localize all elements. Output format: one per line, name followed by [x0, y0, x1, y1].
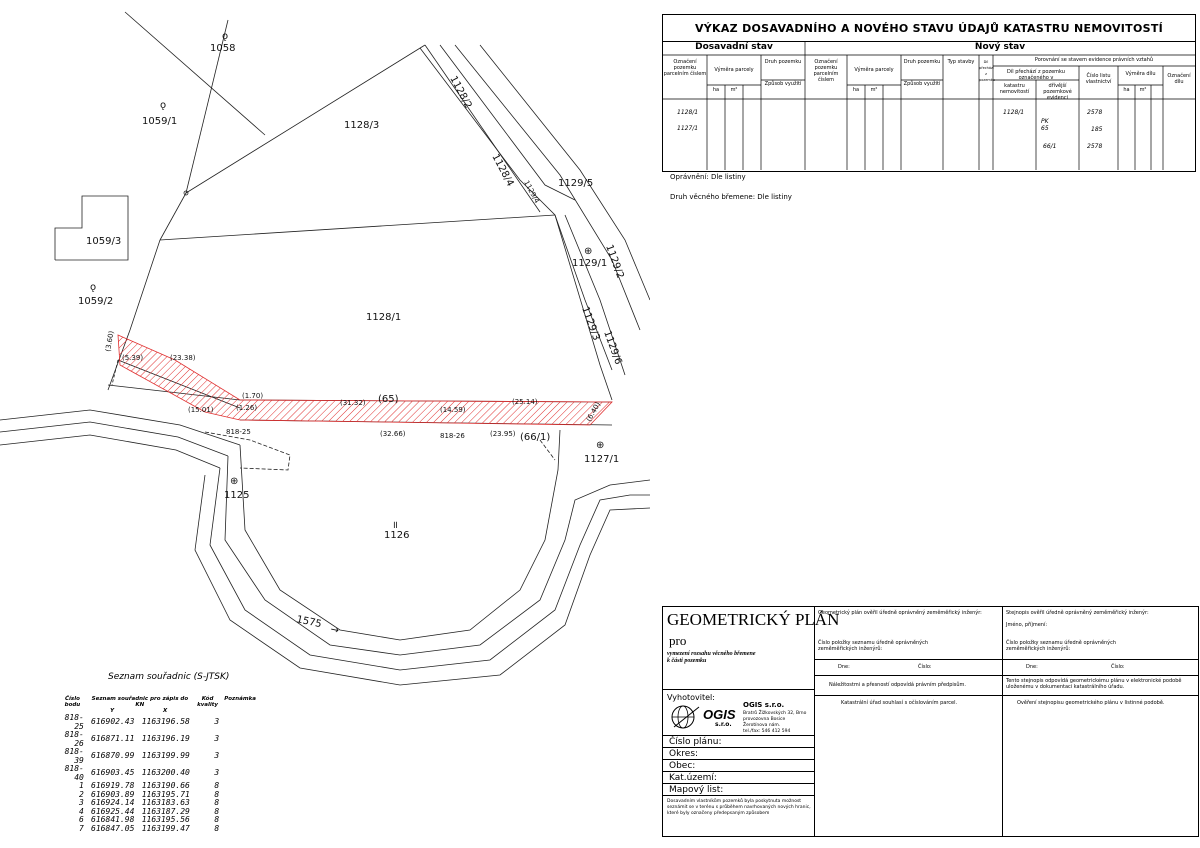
- svg-text:1058: 1058: [210, 43, 236, 54]
- ogis-logo: OGIS: [703, 707, 736, 722]
- col-vymera: Výměra parcely: [714, 67, 754, 73]
- coord-x: 1163196.58: [141, 717, 190, 727]
- poznamka-cell: [222, 765, 258, 782]
- coord-x: 1163190.66: [141, 781, 190, 790]
- svg-text:⊕: ⊕: [596, 440, 605, 451]
- svg-text:1128/1: 1128/1: [366, 312, 402, 323]
- row-novy-lv2: 185: [1091, 126, 1103, 133]
- measurement: (25.14): [512, 398, 538, 406]
- row-novy-katastr: 1128/1: [1003, 109, 1025, 116]
- measurement: (6.40): [584, 400, 603, 423]
- col-header-y: Y: [110, 708, 115, 714]
- col-header-poznamka: Poznámka: [224, 696, 256, 702]
- col-dil-oznaceni: Díl přechází z pozemku označeného v: [1007, 69, 1065, 81]
- svg-text:ǫ: ǫ: [222, 31, 229, 42]
- poznamka-cell: [222, 816, 258, 825]
- col-druh: Druh pozemku: [764, 59, 802, 65]
- cadastral-map: [0, 0, 650, 690]
- dne-label-1: Dne:: [838, 664, 850, 670]
- measurement: (32.66): [380, 430, 406, 438]
- vyhotovitel-label: Vyhotovitel:: [667, 693, 715, 702]
- parcel-label-1059-1: [142, 100, 177, 127]
- coord-y: 616919.78: [91, 781, 135, 790]
- gp-subtitle: [667, 651, 756, 665]
- coord-y: 616925.44: [91, 806, 135, 816]
- point-label: 818-26: [440, 432, 465, 440]
- parcel-label-1126: [384, 520, 409, 541]
- point-number: 7: [79, 823, 84, 833]
- quality-code: 8: [214, 789, 220, 799]
- col-druh-novy: Druh pozemku: [903, 59, 941, 65]
- col-vymera-novy: Výměra parcely: [854, 67, 894, 73]
- col-zpusob-novy: Způsob využití: [903, 81, 941, 87]
- coord-x: 1163199.99: [141, 751, 190, 761]
- coordinate-row: [58, 714, 258, 731]
- coordinate-row: [58, 825, 258, 834]
- jmeno-label: Jméno, příjmení:: [1006, 622, 1048, 628]
- coord-y: 616924.14: [91, 798, 135, 807]
- gp-title: GEOMETRICKÝ PLÁN: [667, 610, 840, 629]
- svg-text:⊕: ⊕: [230, 476, 239, 487]
- quality-code: 3: [214, 734, 220, 744]
- col-katastru: katastru nemovitostí: [999, 83, 1030, 95]
- poznamka-cell: [222, 799, 258, 808]
- col-porovnani: Porovnání se stavem evidence právních vztahů: [1034, 57, 1154, 63]
- svg-text:→: →: [329, 624, 340, 637]
- col-ha: ha: [1123, 87, 1130, 93]
- coord-y: 616871.11: [91, 734, 135, 744]
- svg-text:1127/1: 1127/1: [584, 454, 620, 465]
- nalezitosti-text: Náležitostmi a přesností odpovídá právním předpisům.: [829, 682, 967, 688]
- parcel-label-1128-1: [366, 312, 401, 323]
- quality-code: 3: [214, 751, 220, 761]
- parcel-label-1575: [295, 614, 339, 637]
- col-ha: ha: [852, 87, 860, 93]
- row-novy-lv1: 2578: [1087, 109, 1103, 116]
- cislo-polozky-2: Číslo položky seznamu úředně oprávněných zeměměřických inženýrů:: [1006, 640, 1117, 652]
- overeni-text: Ověření stejnopisu geometrického plánu v listinné podobě.: [1017, 700, 1165, 706]
- svg-text:1059/1: 1059/1: [142, 116, 178, 127]
- company-address-line1: Bratrů Žižkovských 32, Brno: [743, 711, 807, 716]
- poznamka-cell: [222, 808, 258, 817]
- cislo-label-1: Číslo:: [918, 664, 932, 670]
- druh-bremene-note: Druh věcného břemene: Dle listiny: [670, 193, 792, 201]
- cislo-label-2: Číslo:: [1111, 664, 1125, 670]
- company-address-line2: provozovna Bosice: [743, 717, 786, 722]
- col-oznaceni-novy: Označení pozemku parcelním číslem: [813, 59, 839, 83]
- parcel-label-1059-2: [78, 282, 113, 307]
- parcel-label-1058: [210, 31, 235, 54]
- company-address-line3: Žerotínova nám.: [743, 723, 781, 728]
- svg-text:1059/3: 1059/3: [86, 236, 122, 247]
- svg-text:1129/5: 1129/5: [558, 178, 594, 189]
- coord-y: 616903.89: [91, 789, 135, 799]
- coord-y: 616903.45: [91, 768, 135, 778]
- coord-x: 1163183.63: [141, 798, 190, 807]
- measurement: (31.32): [340, 399, 366, 407]
- quality-code: 3: [214, 717, 220, 727]
- point-number: 818-25: [64, 713, 84, 731]
- coord-y: 616870.99: [91, 751, 135, 761]
- col-header-x: X: [163, 708, 168, 714]
- quality-code: 8: [214, 823, 220, 833]
- quality-code: 8: [214, 781, 220, 790]
- coord-x: 1163196.19: [141, 734, 190, 744]
- col-typ: Typ stavby: [947, 59, 975, 65]
- field-okres: Okres:: [669, 749, 699, 759]
- poznamka-cell: [222, 748, 258, 765]
- col-m2: m²: [870, 87, 878, 93]
- col2-header: Stejnopis ověřil úředně oprávněný zeměměřický inženýr:: [1006, 610, 1149, 616]
- col-cislo-listu: Číslo listu vlastnictví: [1085, 73, 1112, 85]
- col-zpusob: Způsob využití: [764, 81, 802, 87]
- poznamka-cell: [222, 731, 258, 748]
- col-oznaceni-dilu: Označení dílu: [1167, 73, 1191, 85]
- svg-text:⊕: ⊕: [584, 246, 593, 257]
- globe-icon: [669, 703, 705, 731]
- svg-text:1128/3: 1128/3: [344, 120, 380, 131]
- measurement: (1.26): [236, 404, 258, 412]
- coord-x: 1163200.40: [141, 768, 190, 778]
- field-cislo-planu: Číslo plánu:: [669, 737, 722, 747]
- row-novy-pk-65: 65: [1041, 125, 1049, 132]
- measurement: (23.95): [490, 430, 516, 438]
- coordinate-table: [58, 696, 258, 833]
- poznamka-cell: [222, 791, 258, 800]
- row-novy-pk: PK: [1041, 118, 1049, 125]
- parcel-label-1129-1: [572, 246, 607, 269]
- coord-y: 616847.05: [91, 823, 135, 833]
- coord-y: 616841.98: [91, 815, 135, 824]
- measurement: (23.38): [170, 354, 196, 362]
- svg-text:ǫ: ǫ: [90, 282, 97, 293]
- poznamka-cell: [222, 714, 258, 731]
- col-vymera-dilu: Výměra dílu: [1125, 71, 1156, 77]
- coordinate-row: [58, 748, 258, 765]
- point-number: 818-26: [64, 730, 84, 748]
- parcel-label-1129-5: [558, 178, 593, 189]
- vykaz-table: [662, 14, 1196, 172]
- col-header-seznam: Seznam souřadnic pro zápis do KN: [91, 696, 189, 708]
- field-kat-uzemi: Kat.území:: [669, 773, 717, 783]
- svg-text:1125: 1125: [224, 490, 250, 501]
- geometricky-plan-titleblock: [662, 606, 1199, 837]
- col-oznaceni: Označení pozemku parcelním číslem: [663, 59, 707, 77]
- point-number: 2: [79, 789, 84, 799]
- shoduje-text: Tento stejnopis odpovídá geometrickému plánu v elektronické podobě uloženému v dokumentaci katastrálního úřadu.: [1006, 678, 1182, 690]
- measurement: (14.59): [440, 406, 466, 414]
- parcel-label-1129-6: 1129/6: [601, 329, 624, 367]
- novy-stav-header: Nový stav: [974, 42, 1026, 52]
- coordinate-list-title: Seznam souřadnic (S-JTSK): [108, 672, 230, 682]
- row-dosavadni-1: 1128/1: [677, 109, 699, 116]
- quality-code: 8: [214, 798, 220, 807]
- parcel-label-1128-3: [344, 120, 379, 131]
- svg-text:ǫ: ǫ: [160, 100, 167, 111]
- svg-text:1575: 1575: [295, 614, 323, 631]
- company-name: OGIS s.r.o.: [743, 701, 785, 709]
- svg-text:1126: 1126: [384, 530, 410, 541]
- point-number: 3: [79, 798, 84, 807]
- gp-pro: pro: [669, 633, 687, 648]
- katastr-souhlasi-text: Katastrální úřad souhlasí s očíslováním parcel.: [841, 700, 958, 706]
- point-label: 818-25: [226, 428, 251, 436]
- coord-y: 616902.43: [91, 717, 135, 727]
- parcel-label-1129-2: 1129/2: [603, 243, 626, 281]
- point-number: 818-39: [64, 747, 84, 765]
- col-ha: ha: [712, 87, 720, 93]
- point-number: 6: [79, 815, 84, 824]
- coord-x: 1163195.56: [141, 815, 190, 824]
- col-dil: Díl přechází z pozemku: [979, 60, 995, 82]
- col-header-cislo: Číslo bodu: [64, 696, 81, 708]
- measurement: (3.60): [104, 330, 116, 353]
- area-label-65: (65): [378, 394, 399, 405]
- measurement: (5.39): [122, 354, 144, 362]
- parcel-label-1059-3: [86, 236, 121, 247]
- gp-subtitle-line2: k části pozemku: [667, 658, 707, 664]
- company-phone: tel./fax: 546 412 594: [743, 729, 791, 734]
- gp-note: Dosavadním vlastníkům pozemků byla poskytnuta možnost seznámit se v terénu s průběhem navrhovaných nových hranic, které byly označeny předepsaným způsobem: [667, 799, 811, 816]
- col-m2: m²: [730, 87, 738, 93]
- cislo-polozky-1: Číslo položky seznamu úředně oprávněných zeměměřických inženýrů:: [818, 640, 929, 652]
- vykaz-title: VÝKAZ DOSAVADNÍHO A NOVÉHO STAVU ÚDAJŮ KATASTRU NEMOVITOSTÍ: [663, 15, 1195, 42]
- row-novy-lv3: 2578: [1087, 143, 1103, 150]
- col1-header: Geometrický plán ověřil úředně oprávněný zeměměřický inženýr:: [818, 610, 982, 616]
- parcel-label-1127-1: [584, 440, 619, 465]
- area-label-66-1: (66/1): [520, 432, 551, 443]
- coordinate-row: [58, 731, 258, 748]
- company-address: [743, 711, 813, 735]
- field-obec: Obec:: [669, 761, 696, 771]
- point-number: 4: [79, 806, 84, 816]
- row-novy-pk-66: 66/1: [1043, 143, 1057, 150]
- coord-x: 1163195.71: [141, 789, 190, 799]
- point-number: 1: [79, 781, 84, 790]
- measurement: (15.01): [188, 406, 214, 414]
- parcel-label-1128-2: 1128/2: [447, 74, 474, 111]
- poznamka-cell: [222, 825, 258, 834]
- dne-label-2: Dne:: [1026, 664, 1038, 670]
- point-number: 818-40: [64, 764, 84, 782]
- row-dosavadni-2: 1127/1: [677, 125, 699, 132]
- gp-subtitle-line1: vymezení rozsahu věcného břemene: [667, 651, 756, 657]
- quality-code: 8: [214, 806, 220, 816]
- opravneni-note: Oprávnění: Dle listiny: [670, 173, 746, 181]
- parcel-label-1128-4: 1128/4: [489, 152, 516, 189]
- quality-code: 3: [214, 768, 220, 778]
- col-header-kod: Kód kvality: [197, 696, 219, 708]
- ogis-logo-sub: s.r.o.: [715, 721, 732, 728]
- svg-text:1129/1: 1129/1: [572, 258, 608, 269]
- measurement: (1.70): [242, 392, 264, 400]
- coord-x: 1163187.29: [141, 806, 190, 816]
- parcel-label-1129-3: 1129/3: [579, 305, 602, 343]
- coordinate-row: [58, 765, 258, 782]
- dosavadni-stav-header: Dosavadní stav: [695, 42, 773, 52]
- parcel-label-1129-4: 1129/4: [522, 179, 541, 205]
- coord-x: 1163199.47: [141, 823, 190, 833]
- quality-code: 8: [214, 815, 220, 824]
- field-mapovy-list: Mapový list:: [669, 785, 724, 795]
- parcel-label-1125: [224, 476, 249, 501]
- poznamka-cell: [222, 782, 258, 791]
- svg-text:॥: ॥: [392, 520, 398, 531]
- col-drivejsi: dřívější pozemkové evidenci: [1043, 83, 1072, 101]
- svg-text:1059/2: 1059/2: [78, 296, 114, 307]
- col-m2: m²: [1139, 87, 1147, 93]
